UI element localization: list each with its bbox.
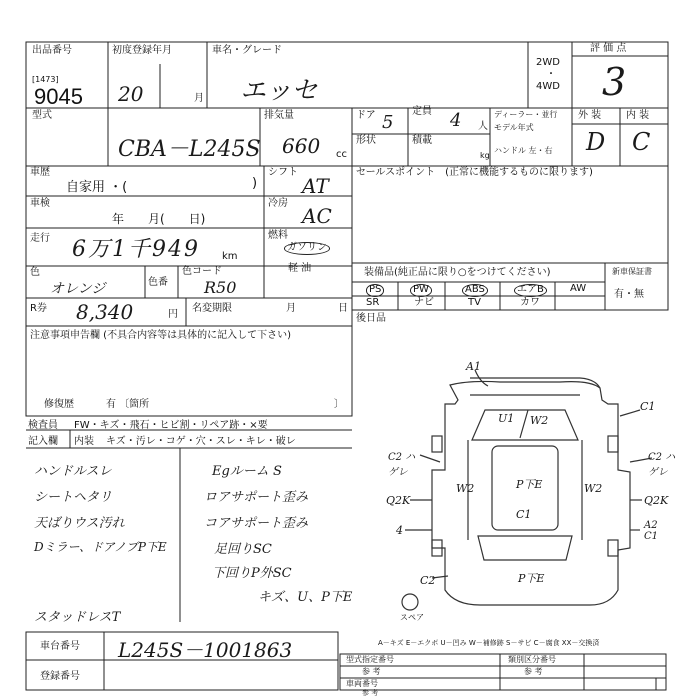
equip-leather: カワ — [520, 297, 540, 308]
shape-label: 形状 — [356, 135, 376, 146]
repair-value: 有 〔箇所 — [106, 399, 150, 410]
fuel-label: 燃料 — [268, 230, 288, 241]
history-close: ) — [252, 176, 258, 191]
inspector-label-1: 検査員 — [28, 420, 58, 431]
model-name: エッセ — [240, 76, 318, 106]
ref-2: 参 考 — [524, 667, 543, 676]
type-value: CBA－L245S — [118, 137, 261, 162]
mileage-label: 走行 — [30, 233, 50, 244]
displacement-label: 排気量 — [264, 110, 294, 121]
month-char: 月 — [194, 93, 204, 104]
load-label: 積載 — [412, 135, 432, 146]
equip-navi: ナビ — [414, 297, 434, 308]
ref-3: 参 考 — [362, 689, 379, 697]
capacity-label: 定員 — [412, 106, 432, 117]
inspection-label: 車検 — [30, 198, 50, 209]
repair-close: 〕 — [334, 399, 344, 410]
displacement-value: 660 — [282, 134, 321, 158]
repair-label: 修復歴 — [44, 399, 74, 410]
diagram-label-a1: A1 — [466, 360, 481, 373]
mileage-value: 6万1千949 — [72, 237, 200, 262]
door-value: 5 — [382, 112, 394, 133]
equipment-label: 装備品(純正品に限り○をつけてください) — [364, 267, 551, 278]
inspector-line-1: FW・キズ・飛石・ヒビ割・リペア跡・×要 — [74, 420, 268, 431]
inspector-label-2: 記入欄 — [28, 436, 58, 447]
model-year-label: モデル年式 — [494, 123, 534, 132]
equip-ps: PS — [366, 284, 384, 297]
lot-sub: [1473] — [32, 75, 59, 84]
equip-sr: SR — [366, 297, 380, 308]
damage-legend: A－キズ E－エクボ U－凹み W－補修跡 S－サビ C－腐食 XX－交換済 — [378, 639, 600, 647]
inspector-line-2: キズ・汚レ・コゲ・穴・スレ・キレ・破レ — [106, 436, 296, 447]
remark-right-item: 足回りSC — [214, 542, 272, 557]
door-label: ドア — [356, 110, 376, 121]
name-change-label: 名変期限 — [192, 303, 232, 314]
aircon-label: 冷房 — [268, 198, 288, 209]
cc-unit: cc — [336, 149, 347, 160]
shift-label: シフト — [268, 167, 298, 178]
model-spec-label: 型式指定番号 — [346, 655, 394, 664]
diagram-label-q2-left: Q2K — [386, 494, 411, 507]
exterior-label: 外 装 — [578, 110, 602, 121]
capacity-value: 4 — [450, 110, 462, 131]
diagram-label-c1-top: C1 — [640, 400, 656, 413]
dealer-label: ディーラー・並行 — [494, 110, 558, 119]
equip-pw: PW — [410, 284, 432, 297]
notes-label: 注意事項申告欄 (不具合内容等は具体的に記入して下さい) — [30, 330, 291, 341]
remark-item: シートヘタリ — [34, 490, 113, 505]
diagram-label-a2-c1: A2 C1 — [644, 520, 659, 542]
history-value: 自家用 ・( — [66, 180, 128, 195]
name-change-day: 日 — [338, 303, 348, 314]
recycle-label: R券 — [30, 303, 47, 314]
recycle-value: 8,340 — [76, 300, 134, 324]
diagram-label-spare: スペア — [400, 613, 424, 622]
color-code-label: 色コード — [182, 266, 222, 277]
diagram-label-u1: U1 — [498, 412, 515, 425]
ref-1: 参 考 — [362, 667, 381, 676]
remark-right-item: Egルーム S — [212, 464, 282, 479]
equip-abs: ABS — [462, 284, 488, 297]
lot-number: 9045 — [34, 84, 83, 109]
diagram-label-four: 4 — [396, 524, 403, 537]
remark-item: Dミラー、ドアノブP下E — [34, 540, 167, 554]
chassis-label: 車台番号 — [40, 641, 80, 652]
mileage-unit: km — [222, 251, 238, 262]
interior-grade: C — [632, 128, 651, 156]
chassis-value: L245S－1001863 — [118, 638, 293, 662]
recycle-yen: 円 — [168, 309, 178, 320]
fuel-diesel: 軽 油 — [288, 263, 312, 274]
diagram-label-c2-left: C2 ハゲレ — [388, 452, 416, 478]
model-name-label: 車名・グレード — [212, 45, 282, 56]
rating-value: 3 — [602, 60, 627, 104]
diagram-label-front-w2: W2 — [530, 414, 549, 427]
lot-label: 出品番号 — [32, 45, 72, 56]
class-label: 類別区分番号 — [508, 655, 556, 664]
persons-unit: 人 — [478, 121, 488, 132]
equip-airbag: エアB — [514, 284, 547, 297]
color-code-value: R50 — [204, 278, 237, 297]
diagram-label-p-rear: P下E — [518, 572, 545, 585]
vehicle-number-label: 車両番号 — [346, 679, 378, 688]
fuel-gasoline: ガソリン — [284, 242, 330, 255]
interior-label: 内 装 — [626, 110, 650, 121]
equip-aw: AW — [570, 283, 587, 294]
first-reg-label: 初度登録年月 — [112, 45, 172, 56]
drive-dot: ・ — [546, 69, 556, 80]
exterior-grade: D — [586, 128, 606, 156]
drive-2wd: 2WD — [536, 57, 560, 68]
equip-tv: TV — [468, 297, 481, 308]
diagram-label-q2-right: Q2K — [644, 494, 669, 507]
sales-points-label: セールスポイント (正常に機能するものに限ります) — [356, 167, 593, 178]
diagram-label-c1-mid: C1 — [516, 508, 532, 521]
name-change-month: 月 — [286, 303, 296, 314]
remark-right-item: キズ、U、P下E — [258, 590, 353, 605]
warranty-label: 新車保証書 — [612, 267, 652, 276]
history-label: 車歴 — [30, 167, 50, 178]
first-reg-year: 20 — [118, 82, 144, 106]
drive-4wd: 4WD — [536, 81, 560, 92]
diagram-label-c2-right: C2 ハゲレ — [648, 452, 676, 478]
color-number-label: 色番 — [148, 277, 168, 288]
shift-value: AT — [302, 174, 329, 198]
inspection-text: 年 月( 日) — [112, 212, 206, 226]
handle-label: ハンドル 左・右 — [494, 146, 553, 155]
remark-item: スタッドレスT — [34, 610, 121, 625]
remark-item: 天ばりウス汚れ — [34, 516, 125, 531]
color-label: 色 — [30, 267, 40, 278]
warranty-value: 有・無 — [614, 289, 644, 300]
diagram-label-w2-left: W2 — [456, 482, 475, 495]
diagram-label-p-center: P下E — [516, 478, 543, 491]
registration-label: 登録番号 — [40, 671, 80, 682]
diagram-label-w2-right: W2 — [584, 482, 603, 495]
type-label: 型式 — [32, 110, 52, 121]
remark-right-item: ロアサポート歪み — [204, 490, 309, 505]
later-items-label: 後日品 — [356, 313, 386, 324]
remark-right-item: 下回りP外SC — [212, 566, 292, 581]
kg-unit: kg — [480, 151, 490, 160]
inspector-line-2-prefix: 内装 — [74, 436, 94, 447]
rating-label: 評 価 点 — [590, 43, 627, 54]
diagram-label-c2-bottom: C2 — [420, 574, 436, 587]
remark-right-item: コアサポート歪み — [204, 516, 309, 531]
remark-item: ハンドルスレ — [34, 464, 112, 479]
aircon-value: AC — [302, 204, 332, 228]
color-value: オレンジ — [50, 281, 106, 297]
